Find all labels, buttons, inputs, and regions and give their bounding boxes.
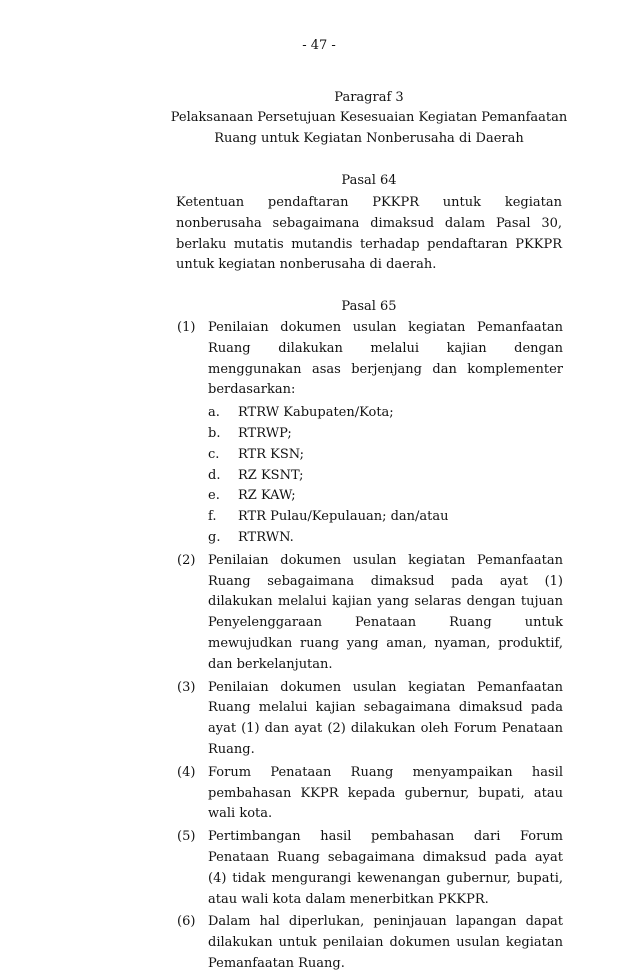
sub-item-text: RZ KSNT; (238, 467, 304, 483)
sub-item (208, 486, 563, 507)
pasal-65-heading-block (176, 297, 562, 318)
sub-item (208, 403, 563, 424)
ayat-5 (177, 827, 563, 910)
sub-item-text: RZ KAW; (238, 488, 296, 504)
ayat-number: (5) (177, 829, 196, 845)
ayat-1 (177, 318, 563, 549)
ayat-text: Pertimbangan hasil pembahasan dari Forum Penataan Ruang sebagaimana dimaksud pada ayat (4) tidak mengurangi kewenangan gubernur, bupati, atau wali kota dalam menerbitkan PKKPR. (208, 829, 563, 907)
paragraf-title-line-1: Pelaksanaan Persetujuan Kesesuaian Kegiatan Pemanfaatan (170, 110, 568, 125)
sub-item-list (208, 403, 563, 549)
sub-item (208, 466, 563, 487)
pasal-64-body (176, 193, 562, 276)
pasal-64-text: Ketentuan pendaftaran PKKPR untuk kegiatan nonberusaha sebagaimana dimaksud dalam Pasal 30, berlaku mutatis mutandis terhadap pendaftaran PKKPR untuk kegiatan nonberusaha di daerah. (176, 195, 562, 273)
sub-item-letter: e. (208, 488, 220, 504)
sub-item-text: RTR KSN; (238, 446, 305, 462)
paragraf-heading-block (176, 88, 562, 109)
ayat-text: Penilaian dokumen usulan kegiatan Pemanfaatan Ruang sebagaimana dimaksud pada ayat (1) dilakukan melalui kajian yang selaras dengan tujuan Penyelenggaraan Penataan Ruang untuk mewujudkan ruang yang aman, nyaman, produktif, dan berkelanjutan. (208, 552, 563, 672)
sub-item (208, 528, 563, 549)
ayat-3 (177, 678, 563, 761)
sub-item-text: RTRWN. (238, 529, 294, 545)
ayat-text: Forum Penataan Ruang menyampaikan hasil pembahasan KKPR kepada gubernur, bupati, atau wali kota. (208, 764, 563, 822)
sub-item-letter: g. (208, 529, 221, 545)
sub-item (208, 445, 563, 466)
paragraf-title-block (166, 108, 572, 150)
ayat-text: Penilaian dokumen usulan kegiatan Pemanfaatan Ruang dilakukan melalui kajian dengan menggunakan asas berjenjang dan komplementer berdasarkan: (208, 320, 563, 398)
sub-item-text: RTRW Kabupaten/Kota; (238, 405, 394, 421)
paragraf-title-line-2: Ruang untuk Kegiatan Nonberusaha di Daerah (214, 130, 524, 146)
ayat-2 (177, 551, 563, 676)
pasal-65-body (177, 318, 563, 975)
ayat-list (177, 318, 563, 975)
pasal-64-heading-block (176, 171, 562, 192)
ayat-number: (6) (177, 914, 196, 930)
sub-item-text: RTRWP; (238, 425, 292, 441)
sub-item-text: RTR Pulau/Kepulauan; dan/atau (238, 509, 449, 525)
ayat-text: Penilaian dokumen usulan kegiatan Pemanfaatan Ruang melalui kajian sebagaimana dimaksud pada ayat (1) dan ayat (2) dilakukan oleh Forum Penataan Ruang. (208, 679, 563, 757)
ayat-4 (177, 763, 563, 825)
paragraf-heading: Paragraf 3 (334, 90, 404, 105)
sub-item-letter: f. (208, 509, 217, 525)
sub-item-letter: c. (208, 446, 220, 462)
sub-item-letter: b. (208, 425, 221, 441)
ayat-number: (4) (177, 764, 196, 780)
ayat-number: (1) (177, 320, 196, 335)
sub-item (208, 424, 563, 445)
ayat-number: (3) (177, 679, 196, 695)
ayat-6 (177, 912, 563, 974)
ayat-text: Dalam hal diperlukan, peninjauan lapangan dapat dilakukan untuk penilaian dokumen usulan kegiatan Pemanfaatan Ruang. (208, 914, 563, 971)
pasal-64-heading: Pasal 64 (341, 173, 397, 188)
sub-item-letter: d. (208, 467, 221, 483)
sub-item-letter: a. (208, 405, 220, 421)
page-number: - 47 - (302, 38, 336, 53)
pasal-65-heading: Pasal 65 (341, 299, 397, 314)
sub-item (208, 507, 563, 528)
ayat-number: (2) (177, 552, 196, 568)
